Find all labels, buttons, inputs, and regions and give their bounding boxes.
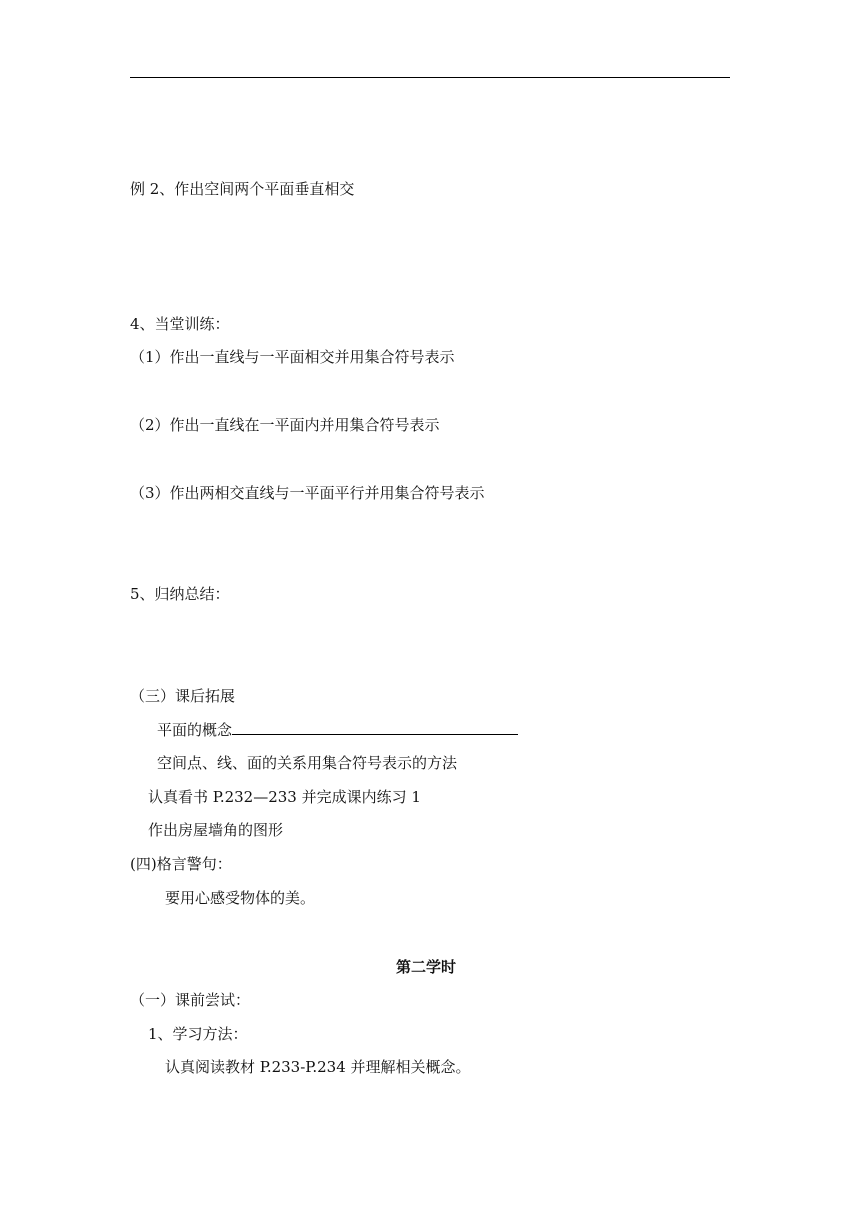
plane-concept-line	[157, 720, 518, 740]
reading-task: 认真看书 P.232—233 并完成课内练习 1	[148, 788, 421, 806]
section-title: 第二学时	[396, 958, 457, 976]
header-rule	[130, 77, 730, 78]
extension-heading: （三）课后拓展	[130, 687, 236, 705]
practice-item-3: （3）作出两相交直线与一平面平行并用集合符号表示	[130, 484, 485, 502]
practice-heading: 4、当堂训练：	[130, 315, 230, 333]
method-text: 认真阅读教材 P.233-P.234 并理解相关概念。	[165, 1058, 471, 1076]
summary-heading: 5、归纳总结：	[130, 585, 230, 603]
plane-concept-label: 平面的概念	[157, 721, 233, 739]
maxim-heading: (四)格言警句：	[130, 855, 232, 873]
example-2: 例 2、作出空间两个平面垂直相交	[130, 180, 355, 198]
maxim-text: 要用心感受物体的美。	[165, 889, 316, 907]
practice-item-1: （1）作出一直线与一平面相交并用集合符号表示	[130, 348, 455, 366]
preview-heading: （一）课前尝试：	[130, 991, 251, 1009]
drawing-task: 作出房屋墙角的图形	[148, 821, 284, 839]
practice-item-2: （2）作出一直线在一平面内并用集合符号表示	[130, 416, 440, 434]
relation-method: 空间点、线、面的关系用集合符号表示的方法	[157, 754, 458, 772]
method-heading: 1、学习方法：	[148, 1025, 248, 1043]
fill-in-blank[interactable]	[232, 720, 518, 735]
